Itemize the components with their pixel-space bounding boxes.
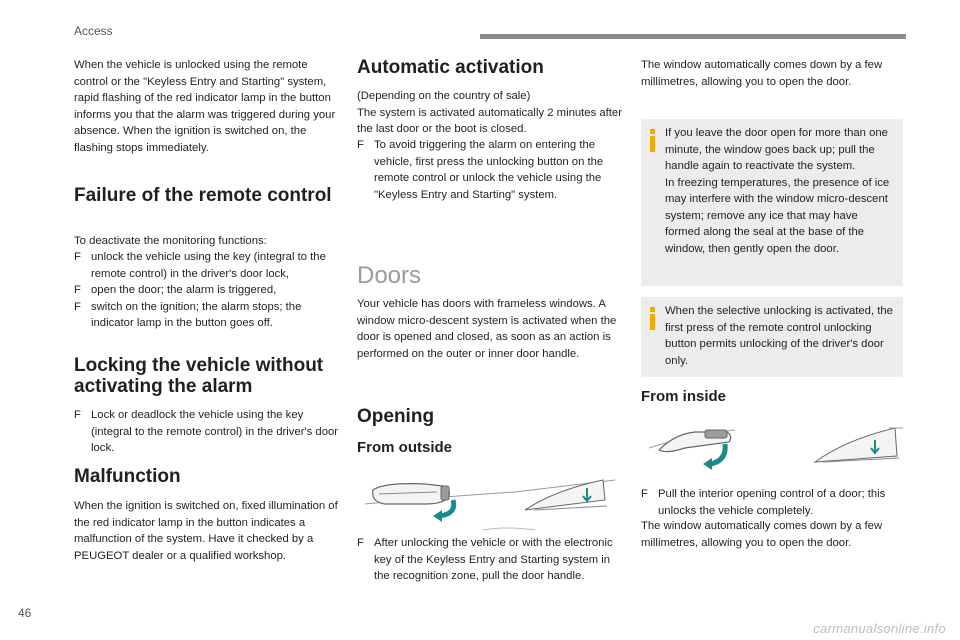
automatic-activation-text: (Depending on the country of sale) The system is activated automatically 2 minutes after the last door or the boot is closed. [357, 90, 622, 135]
list-item: F unlock the vehicle using the key (integral to the remote control) in the driver's door lock, [74, 251, 326, 280]
doors-heading: Doors [357, 262, 422, 289]
bullet-marker: F [357, 537, 364, 549]
page-number: 46 [18, 606, 32, 620]
list-item: F switch on the ignition; the alarm stops; the indicator lamp in the button goes off. [74, 300, 302, 329]
info-note-text: When the selective unlocking is activated, the first press of the remote control unlocking button permits unlocking of the driver's door only. [665, 305, 893, 367]
info-icon [650, 129, 655, 152]
inside-window-text: The window automatically comes down by a few millimetres, allowing you to open the door. [641, 520, 883, 549]
watermark: carmanualsonline.info [813, 621, 946, 636]
bullet-marker: F [74, 251, 81, 263]
doors-text: Your vehicle has doors with frameless windows. A window micro-descent system is activated when the door is opened and closed, as soon as an action is performed on the outer or inner door handle. [357, 298, 617, 360]
failure-list [74, 249, 340, 332]
failure-intro-text: To deactivate the monitoring functions: [74, 235, 267, 247]
outside-door-handle-illustration [365, 470, 623, 532]
list-item: F To avoid triggering the alarm on entering the vehicle, first press the unlocking button on the remote control or unlock the vehicle using the "Keyless Entry and Starting" system. [357, 139, 604, 201]
list-item: F Lock or deadlock the vehicle using the key (integral to the remote control) in the driver's door lock. [74, 409, 339, 454]
locking-list [74, 407, 340, 457]
bullet-marker: F [641, 488, 648, 500]
bullet-marker: F [74, 300, 81, 313]
opening-heading: Opening [357, 406, 435, 427]
bullet-marker: F [74, 284, 81, 296]
automatic-activation-heading: Automatic activation [357, 57, 544, 78]
bullet-marker: F [74, 409, 81, 421]
info-note-selective-unlocking [641, 297, 903, 377]
list-item: F Pull the interior opening control of a door; this unlocks the vehicle completely. [641, 488, 886, 517]
list-item: F After unlocking the vehicle or with the electronic key of the Keyless Entry and Starting system in the recognition zone, pull the door handle. [357, 537, 613, 582]
from-inside-list [641, 486, 903, 519]
automatic-activation-list [357, 137, 623, 203]
from-outside-heading: From outside [357, 439, 453, 456]
inside-door-handle-illustration [645, 418, 903, 478]
window-descent-text: The window automatically comes down by a few millimetres, allowing you to open the door. [641, 59, 883, 88]
section-label: Access [74, 24, 113, 38]
malfunction-heading: Malfunction [74, 466, 181, 487]
locking-heading: Locking the vehicle without activating the alarm [74, 355, 324, 397]
alarm-intro-text: When the vehicle is unlocked using the remote control or the "Keyless Entry and Starting" system, rapid flashing of the red indicator lamp in the button informs you that the alarm was triggered during your absence. When the ignition is switched on, the flashing stops immediately. [74, 59, 336, 154]
info-icon [650, 307, 655, 330]
from-inside-heading: From inside [641, 388, 727, 405]
failure-heading: Failure of the remote control [74, 185, 332, 206]
bullet-marker: F [357, 139, 364, 151]
from-outside-list [357, 535, 623, 585]
malfunction-text: When the ignition is switched on, fixed illumination of the red indicator lamp in the button indicates a malfunction of the system. Have it checked by a PEUGEOT dealer or a qualified workshop. [74, 500, 338, 562]
list-item: F open the door; the alarm is triggered, [74, 282, 340, 299]
info-note-door-open [641, 119, 903, 286]
header-bar [480, 34, 906, 39]
info-note-text: If you leave the door open for more than one minute, the window goes back up; pull the handle again to reactivate the system. In freezing temperatures, the presence of ice may interfere with the window micro-descent system; remove any ice that may have formed along the seal at the base of the window, then gently open the door. [665, 127, 890, 255]
